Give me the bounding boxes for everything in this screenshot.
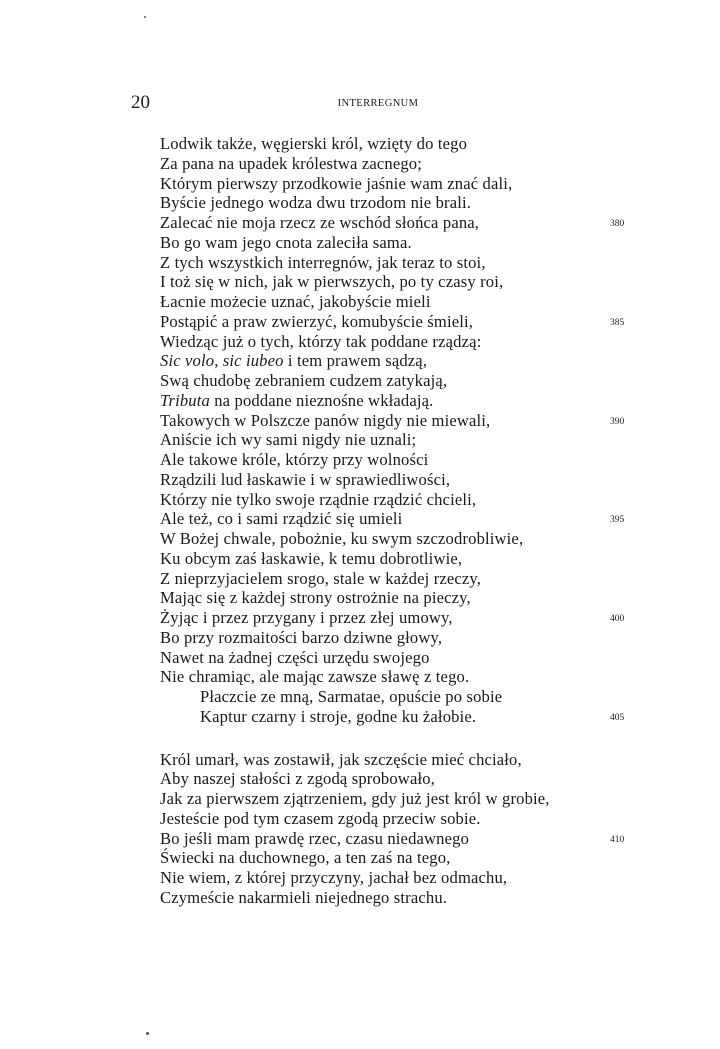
verse-text: Kaptur czarny i stroje, godne ku żałobie.	[200, 706, 477, 726]
verse-text: Ale też, co i sami rządzić się umieli	[160, 509, 403, 529]
verse-line	[160, 569, 481, 589]
verse-line	[160, 391, 433, 411]
verse-text: Wiedząc już o tych, którzy tak poddane rządzą:	[160, 331, 482, 351]
verse-line	[160, 608, 453, 628]
verse-line	[160, 154, 422, 174]
scan-speck	[146, 1032, 149, 1035]
verse-line	[160, 868, 507, 888]
verse-line	[160, 509, 402, 529]
verse-line	[160, 648, 430, 668]
verse-text: Nawet na żadnej części urzędu swojego	[160, 647, 430, 667]
verse-line	[160, 829, 469, 849]
verse-text: W Bożej chwale, pobożnie, ku swym szczodrobliwie,	[160, 529, 524, 548]
scan-speck	[144, 16, 146, 18]
verse-line	[160, 628, 442, 648]
verse-text: Z nieprzyjacielem srogo, stale w każdej rzeczy,	[160, 568, 482, 588]
verse-line	[160, 213, 479, 233]
verse-text: Postąpić a praw zwierzyć, komubyście śmieli,	[160, 311, 474, 331]
verse-text: Żyjąc i przez przygany i przez złej umowy,	[160, 608, 453, 627]
line-number: 405	[610, 712, 625, 723]
line-number: 385	[610, 317, 625, 328]
verse-line	[160, 529, 523, 549]
verse-text: Król umarł, was zostawił, jak szczęście mieć chciało,	[160, 749, 522, 769]
verse-line	[160, 134, 467, 154]
verse-line	[160, 667, 469, 687]
verse-line	[160, 750, 522, 770]
verse-line	[160, 371, 447, 391]
verse-line	[160, 470, 450, 490]
verse-line	[160, 769, 435, 789]
verse-line	[160, 351, 427, 371]
verse-line	[160, 411, 490, 431]
verse-text: Płaczcie ze mną, Sarmatae, opuście po sobie	[200, 687, 503, 706]
verse-text: Mając się z każdej strony ostrożnie na pieczy,	[160, 588, 471, 608]
verse-text: Bo jeśli mam prawdę rzec, czasu niedawnego	[160, 828, 470, 848]
verse-line	[160, 450, 428, 470]
verse-line	[160, 233, 412, 253]
verse-line	[160, 193, 471, 213]
verse-text: na poddane nieznośne wkładają.	[209, 390, 434, 410]
line-number: 400	[610, 614, 625, 624]
verse-line	[160, 888, 447, 908]
verse-text: Którym pierwszy przodkowie jaśnie wam znać dali,	[160, 173, 513, 193]
verse-text: Lodwik także, węgierski król, wzięty do tego	[160, 134, 468, 153]
running-title: INTERREGNUM	[337, 98, 419, 109]
verse-line	[160, 549, 462, 569]
verse-line	[160, 430, 416, 450]
verse-text: Jak za pierwszem zjątrzeniem, gdy już jest król w grobie,	[160, 789, 550, 808]
verse-text: Zalecać nie moja rzecz ze wschód słońca pana,	[160, 213, 480, 232]
verse-line	[160, 848, 450, 868]
verse-text: Byście jednego wodza dwu trzodom nie brali.	[160, 193, 472, 213]
verse-text: Bo go wam jego cnota zaleciła sama.	[160, 232, 412, 252]
verse-italic-phrase: Sic volo, sic iubeo	[160, 351, 284, 371]
verse-text: Takowych w Polszcze panów nigdy nie miewali,	[160, 410, 491, 430]
verse-line	[160, 490, 476, 510]
line-number: 395	[610, 515, 625, 526]
verse-text: Którzy nie tylko swoje rządnie rządzić chcieli,	[160, 489, 477, 509]
verse-text: Ale takowe króle, którzy przy wolności	[160, 450, 429, 469]
verse-text: Za pana na upadek królestwa zacnego;	[160, 153, 423, 173]
line-number: 410	[610, 834, 625, 845]
verse-line	[200, 707, 476, 727]
verse-text: Nie wiem, z której przyczyny, jachał bez odmachu,	[160, 868, 508, 887]
verse-text: Z tych wszystkich interregnów, jak teraz to stoi,	[160, 252, 486, 272]
verse-line	[160, 588, 471, 608]
verse-line	[160, 292, 431, 312]
verse-text: I toż się w nich, jak w pierwszych, po ty czasy roi,	[160, 272, 504, 292]
verse-line	[200, 687, 502, 707]
verse-text: Nie chramiąc, ale mając zawsze sławę z tego.	[160, 667, 470, 687]
verse-text: Aby naszej stałości z zgodą sprobowało,	[160, 769, 435, 789]
verse-line	[160, 253, 486, 273]
verse-line	[160, 174, 512, 194]
verse-text: Ku obcym zaś łaskawie, k temu dobrotliwie,	[160, 548, 463, 568]
verse-line	[160, 809, 481, 829]
verse-text: Swą chudobę zebraniem cudzem zatykają,	[160, 371, 448, 390]
page-number: 20	[131, 92, 150, 113]
verse-line	[160, 312, 473, 332]
verse-text: Bo przy rozmaitości barzo dziwne głowy,	[160, 627, 443, 647]
verse-text: Rządzili lud łaskawie i w sprawiedliwości,	[160, 469, 451, 489]
verse-line	[160, 332, 481, 352]
verse-italic-phrase: Tributa	[160, 390, 210, 410]
line-number: 380	[610, 219, 625, 229]
verse-text: Czymeście nakarmieli niejednego strachu.	[160, 887, 448, 907]
verse-text: i tem prawem sądzą,	[283, 351, 428, 371]
verse-text: Aniście ich wy sami nigdy nie uznali;	[160, 430, 417, 450]
verse-line	[160, 789, 550, 809]
verse-text: Łacnie możecie uznać, jakobyście mieli	[160, 292, 431, 311]
line-number: 390	[610, 416, 625, 427]
verse-line	[160, 272, 503, 292]
verse-text: Świecki na duchownego, a ten zaś na tego,	[160, 848, 451, 868]
verse-text: Jesteście pod tym czasem zgodą przeciw sobie.	[160, 808, 481, 828]
